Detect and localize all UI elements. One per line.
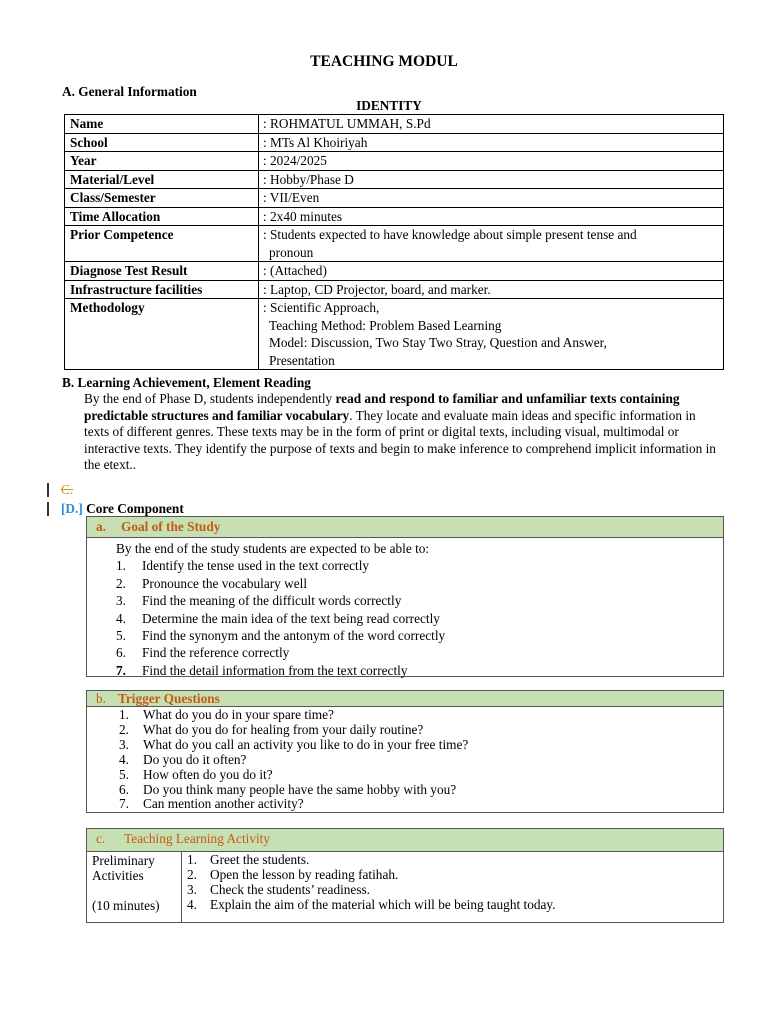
- identity-key: Prior Competence: [65, 226, 259, 262]
- phase-duration: (10 minutes): [92, 898, 160, 913]
- identity-value-line: Teaching Method: Problem Based Learning: [269, 317, 502, 333]
- list-item: [116, 592, 723, 609]
- identity-value: [259, 152, 724, 171]
- goal-letter: a.: [96, 519, 106, 534]
- identity-value-line: : Laptop, CD Projector, board, and marker.: [263, 281, 491, 297]
- para-text: By the end of Phase D, students independently: [84, 391, 336, 406]
- list-item: [116, 627, 723, 644]
- identity-value: [259, 299, 724, 370]
- identity-value: [259, 170, 724, 189]
- item-number: 7.: [116, 662, 126, 678]
- para-bold-text: read and respond to familiar and unfamiliar texts containing predictable structures and familiar vocabulary: [84, 391, 680, 423]
- list-item: [119, 797, 723, 812]
- identity-value-line: : Students expected to have knowledge about simple present tense and: [263, 227, 637, 242]
- item-text: Explain the aim of the material which will be being taught today.: [210, 896, 556, 912]
- item-text: How often do you do it?: [143, 766, 273, 782]
- item-text: Identify the tense used in the text correctly: [142, 558, 370, 574]
- identity-value-line: : Hobby/Phase D: [263, 171, 354, 187]
- identity-value-line: Model: Discussion, Two Stay Two Stray, Question and Answer,: [269, 335, 607, 350]
- item-text: Determine the main idea of the text being read correctly: [142, 610, 440, 626]
- identity-value-line: : 2x40 minutes: [263, 208, 343, 224]
- identity-row: [65, 299, 724, 370]
- trigger-list: [119, 708, 723, 812]
- item-number: 4.: [116, 610, 126, 626]
- item-text: Find the reference correctly: [142, 645, 290, 661]
- item-number: 2.: [119, 721, 129, 737]
- identity-key: Class/Semester: [65, 189, 259, 208]
- trigger-title: Trigger Questions: [118, 691, 220, 706]
- section-a-heading: A. General Information: [62, 84, 197, 99]
- item-number: 1.: [116, 558, 126, 574]
- list-item: [119, 753, 723, 768]
- identity-value: [259, 262, 724, 281]
- item-text: Do you do it often?: [143, 751, 247, 767]
- list-item: [119, 738, 723, 753]
- activity-phase: [87, 852, 182, 922]
- list-item: [187, 853, 556, 868]
- item-number: 5.: [116, 628, 126, 644]
- list-item: [116, 662, 723, 679]
- identity-key: Material/Level: [65, 170, 259, 189]
- item-number: 4.: [119, 751, 129, 767]
- identity-row: [65, 152, 724, 171]
- item-text: What do you do in your spare time?: [143, 707, 334, 722]
- item-text: Find the detail information from the text correctly: [142, 662, 408, 678]
- item-number: 6.: [119, 781, 129, 797]
- item-number: 2.: [116, 575, 126, 591]
- identity-row: [65, 170, 724, 189]
- list-item: [119, 708, 723, 723]
- item-text: Greet the students.: [210, 852, 310, 867]
- item-number: 5.: [119, 766, 129, 782]
- goal-list: [116, 557, 723, 679]
- identity-value-line: : VII/Even: [263, 190, 320, 205]
- item-number: 3.: [116, 593, 126, 609]
- section-b-heading: B. Learning Achievement, Element Reading: [62, 375, 311, 390]
- activity-list: [187, 853, 556, 913]
- identity-value-line: pronoun: [269, 244, 314, 260]
- identity-value-line: : Scientific Approach,: [263, 300, 380, 315]
- identity-key: Methodology: [65, 299, 259, 370]
- identity-value-line: : 2024/2025: [263, 153, 327, 168]
- goal-title: Goal of the Study: [121, 519, 221, 534]
- activity-title: Teaching Learning Activity: [124, 831, 271, 846]
- goal-box: [86, 516, 724, 677]
- identity-value: [259, 133, 724, 152]
- activity-header: [87, 829, 723, 852]
- identity-title: IDENTITY: [356, 98, 422, 113]
- item-text: Pronounce the vocabulary well: [142, 575, 308, 591]
- identity-row: [65, 133, 724, 152]
- activity-letter: c.: [96, 831, 106, 846]
- item-number: 6.: [116, 645, 126, 661]
- identity-row: [65, 189, 724, 208]
- identity-row: [65, 262, 724, 281]
- list-item: [119, 783, 723, 798]
- identity-row: [65, 115, 724, 134]
- list-item: [187, 868, 556, 883]
- item-number: 4.: [187, 896, 197, 912]
- trigger-box: [86, 690, 724, 813]
- deleted-section-c: C.: [61, 482, 74, 497]
- item-text: Do you think many people have the same hobby with you?: [143, 781, 457, 797]
- goal-intro: By the end of the study students are expected to be able to:: [116, 541, 430, 556]
- change-bar: [47, 502, 49, 516]
- item-text: What do you call an activity you like to do in your free time?: [143, 736, 469, 752]
- trigger-header: [87, 691, 723, 707]
- identity-value: [259, 207, 724, 226]
- identity-key: School: [65, 133, 259, 152]
- item-text: Check the students’ readiness.: [210, 881, 371, 897]
- identity-value: [259, 115, 724, 134]
- section-b-paragraph: [84, 391, 720, 474]
- identity-row: [65, 280, 724, 299]
- item-text: Find the synonym and the antonym of the word correctly: [142, 628, 446, 644]
- identity-value: [259, 226, 724, 262]
- phase-label: Activities: [92, 868, 144, 883]
- item-number: 3.: [187, 881, 197, 897]
- item-text: What do you do for healing from your daily routine?: [143, 721, 424, 737]
- list-item: [116, 557, 723, 574]
- identity-value: [259, 280, 724, 299]
- identity-key: Year: [65, 152, 259, 171]
- item-number: 1.: [119, 707, 129, 722]
- section-d-label: Core Component: [82, 501, 184, 516]
- list-item: [187, 898, 556, 913]
- identity-key: Time Allocation: [65, 207, 259, 226]
- list-item: [119, 723, 723, 738]
- item-text: Can mention another activity?: [143, 796, 304, 812]
- identity-value-line: Presentation: [269, 352, 335, 368]
- goal-header: [87, 517, 723, 538]
- section-d-tag: [D.]: [61, 501, 83, 516]
- identity-value: [259, 189, 724, 208]
- identity-value-line: : ROHMATUL UMMAH, S.Pd: [263, 116, 431, 131]
- list-item: [187, 883, 556, 898]
- identity-table: [64, 114, 724, 370]
- item-number: 1.: [187, 852, 197, 867]
- activity-box: [86, 828, 724, 923]
- item-number: 7.: [119, 796, 129, 812]
- identity-key: Diagnose Test Result: [65, 262, 259, 281]
- identity-row: [65, 226, 724, 262]
- para-text: . They locate and evaluate main ideas and specific information in texts of different genres. These texts may be in the form of print or digital texts, including visual, multimodal or interactive texts. They identify the purpose of texts and begin to make inference to comprehend implicit information in the etext..: [84, 407, 716, 472]
- identity-value-line: : (Attached): [263, 263, 327, 278]
- list-item: [116, 575, 723, 592]
- item-text: Open the lesson by reading fatihah.: [210, 866, 399, 882]
- trigger-letter: b.: [96, 691, 106, 706]
- section-d-heading: [61, 501, 184, 517]
- list-item: [119, 768, 723, 783]
- change-bar: [47, 483, 49, 497]
- identity-key: Name: [65, 115, 259, 134]
- document-title: TEACHING MODUL: [310, 53, 458, 70]
- identity-row: [65, 207, 724, 226]
- item-number: 2.: [187, 866, 197, 882]
- item-text: Find the meaning of the difficult words correctly: [142, 593, 402, 609]
- list-item: [116, 644, 723, 661]
- list-item: [116, 610, 723, 627]
- identity-key: Infrastructure facilities: [65, 280, 259, 299]
- item-number: 3.: [119, 736, 129, 752]
- phase-label: Preliminary: [92, 853, 155, 868]
- identity-value-line: : MTs Al Khoiriyah: [263, 134, 368, 150]
